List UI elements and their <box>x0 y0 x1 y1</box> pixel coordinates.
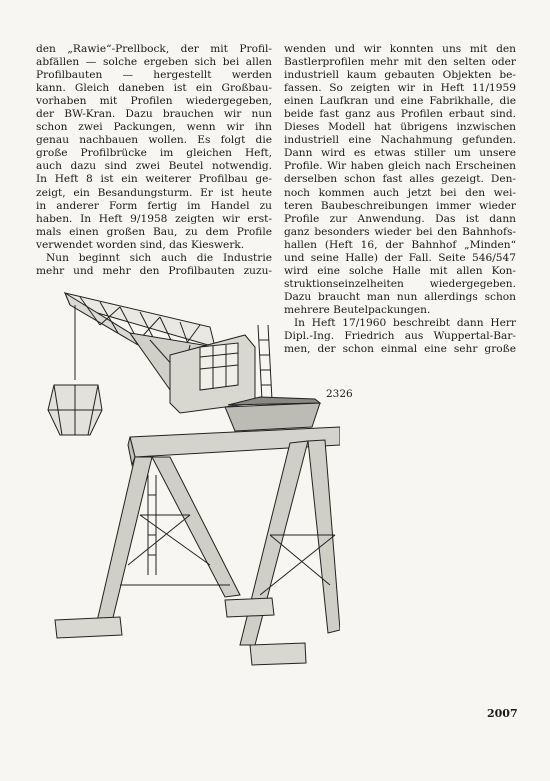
text-line: teren Baubeschreibungen immer wieder <box>284 199 516 212</box>
text-line: mals einen großen Bau, zu dem Profile <box>36 225 272 238</box>
text-line: industriell eine Nachahmung gefunden. <box>284 134 516 147</box>
text-line: ganz besonders wieder bei den Bahnhofs- <box>284 225 516 238</box>
text-line: beide fast ganz aus Profilen erbaut sind. <box>284 108 516 121</box>
text-line: men, der schon einmal eine sehr große <box>284 343 516 356</box>
text-line: Dieses Modell hat übrigens inzwischen <box>284 121 516 134</box>
text-line: haben. In Heft 9/1958 zeigten wir erst- <box>36 212 272 225</box>
text-line: Profilbauten — hergestellt werden <box>36 69 272 82</box>
text-line: kann. Gleich daneben ist ein Großbau- <box>36 82 272 95</box>
text-line: verwendet worden sind, das Kieswerk. <box>36 238 245 251</box>
figure-number: 2326 <box>326 388 353 400</box>
text-line: Dann wird es etwas stiller um unsere <box>284 147 516 160</box>
grab-bucket <box>48 385 102 435</box>
text-line: zeigt, ein Besandungsturm. Er ist heute <box>36 186 272 199</box>
left-text-column <box>36 43 272 278</box>
text-line: In Heft 17/1960 beschreibt dann Herr <box>294 316 516 329</box>
text-line: abfällen — solche ergeben sich bei allen <box>36 56 272 69</box>
text-line: struktionseinzelheiten wiedergegeben. <box>284 277 516 290</box>
text-line: Dazu braucht man nun allerdings schon <box>284 290 516 303</box>
text-line: mehr und mehr den Profilbauten zuzu- <box>36 264 272 277</box>
text-line: Profile. Wir haben gleich nach Erscheinen <box>284 160 516 173</box>
text-line: derselben schon fast alles gezeigt. Den- <box>284 173 516 186</box>
text-line: fassen. So zeigten wir in Heft 11/1959 <box>284 82 516 95</box>
text-line: vorhaben mit Profilen wiedergegeben, <box>36 95 272 108</box>
text-line: große Profilbrücke im gleichen Heft, <box>36 147 272 160</box>
text-line: in anderer Form fertig im Handel zu <box>36 199 272 212</box>
text-line: den „Rawie“-Prellbock, der mit Profil- <box>36 43 272 55</box>
crane-illustration <box>40 285 340 695</box>
page-number: 2007 <box>487 707 518 720</box>
text-line: der BW-Kran. Dazu brauchen wir nun <box>36 108 272 121</box>
gantry-legs <box>95 440 340 645</box>
text-line: industriell kaum gebauten Objekten be- <box>284 69 516 82</box>
text-line: noch kommen auch jetzt bei den wei- <box>284 186 516 199</box>
text-line: In Heft 8 ist ein weiterer Profilbau ge- <box>36 173 272 186</box>
text-line: und seine Halle) der Fall. Seite 546/547 <box>284 251 516 264</box>
text-line: hallen (Heft 16, der Bahnhof „Minden“ <box>284 238 516 251</box>
text-line: Bastlerprofilen mehr mit den selten oder <box>284 56 516 69</box>
text-line: einen Laufkran und eine Fabrikhalle, die <box>284 95 516 108</box>
text-line: genau nachbauen wollen. Es folgt die <box>36 134 272 147</box>
text-line: Dipl.-Ing. Friedrich aus Wuppertal-Bar- <box>284 330 516 343</box>
text-line: Nun beginnt sich auch die Industrie <box>46 251 272 264</box>
text-line: mehrere Beutelpackungen. <box>284 303 431 316</box>
text-line: wenden und wir konnten uns mit den <box>284 43 516 55</box>
text-line: wird eine solche Halle mit allen Kon- <box>284 264 516 277</box>
hopper <box>225 397 320 431</box>
text-line: auch dazu sind zwei Beutel notwendig. <box>36 160 272 173</box>
text-line: Profile zur Anwendung. Das ist dann <box>284 212 516 225</box>
gantry-feet <box>55 598 340 665</box>
text-line: schon zwei Packungen, wenn wir ihn <box>36 121 272 134</box>
